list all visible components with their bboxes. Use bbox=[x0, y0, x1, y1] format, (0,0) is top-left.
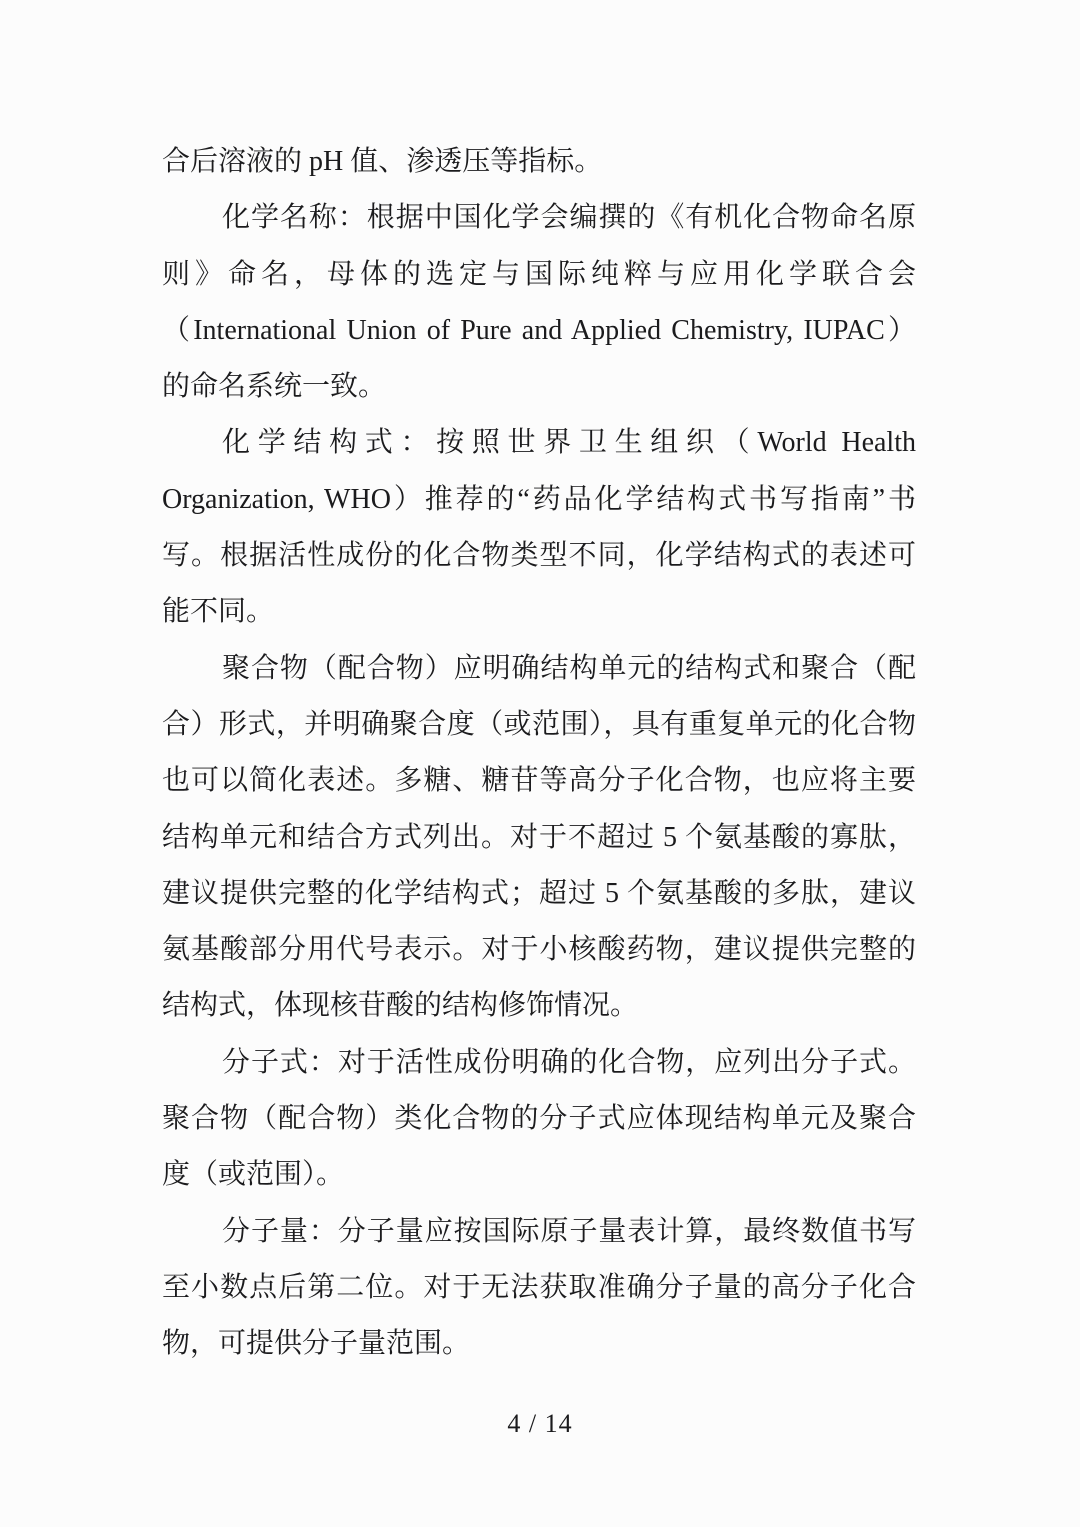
text-line: 化学结构式：按照世界卫生组织（World Health bbox=[222, 427, 916, 459]
text-line: 建议提供完整的化学结构式；超过 5 个氨基酸的多肽，建议 bbox=[162, 877, 916, 909]
text-line: 的命名系统一致。 bbox=[162, 371, 387, 403]
text-line: 度（或范围）。 bbox=[162, 1159, 345, 1191]
text-line: （International Union of Pure and Applied Chemistry, IUPAC） bbox=[162, 314, 916, 346]
page-number: 4 / 14 bbox=[507, 1409, 573, 1438]
text-line: 化学名称：根据中国化学会编撰的《有机化合物命名原 bbox=[222, 202, 916, 234]
text-line: 结构单元和结合方式列出。对于不超过 5 个氨基酸的寡肽， bbox=[162, 821, 916, 853]
text-line: 则》命名，母体的选定与国际纯粹与应用化学联合会 bbox=[162, 258, 916, 290]
text-line: 写。根据活性成份的化合物类型不同，化学结构式的表述可 bbox=[162, 540, 916, 572]
text-line: Organization, WHO）推荐的“药品化学结构式书写指南”书 bbox=[162, 483, 916, 515]
text-line: 分子量：分子量应按国际原子量表计算，最终数值书写 bbox=[222, 1215, 916, 1247]
document-body bbox=[162, 134, 916, 1373]
text-line: 合后溶液的 pH 值、渗透压等指标。 bbox=[162, 146, 603, 177]
text-line: 氨基酸部分用代号表示。对于小核酸药物，建议提供完整的 bbox=[162, 934, 916, 966]
text-line: 结构式，体现核苷酸的结构修饰情况。 bbox=[162, 990, 639, 1022]
text-line: 至小数点后第二位。对于无法获取准确分子量的高分子化合 bbox=[162, 1271, 916, 1303]
text-line: 也可以简化表述。多糖、糖苷等高分子化合物，也应将主要 bbox=[162, 765, 916, 797]
text-line: 聚合物（配合物）应明确结构单元的结构式和聚合（配 bbox=[222, 652, 916, 684]
text-line: 聚合物（配合物）类化合物的分子式应体现结构单元及聚合 bbox=[162, 1103, 916, 1135]
text-line: 分子式：对于活性成份明确的化合物，应列出分子式。 bbox=[222, 1046, 916, 1078]
text-line: 能不同。 bbox=[162, 596, 275, 628]
text-line: 物，可提供分子量范围。 bbox=[162, 1328, 471, 1360]
text-line: 合）形式，并明确聚合度（或范围），具有重复单元的化合物 bbox=[162, 708, 916, 740]
